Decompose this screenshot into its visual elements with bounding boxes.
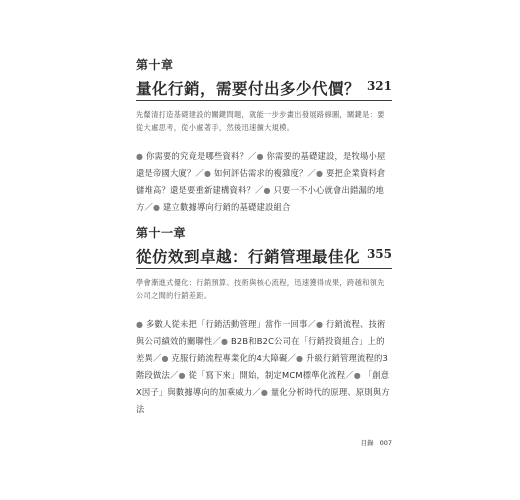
bullet-icon: ● — [353, 371, 361, 380]
topic-item: 要把企業資料倉儲堆高？還是要重新建構資料？ — [136, 168, 386, 195]
chapter-10 — [136, 56, 392, 216]
bullet-icon: ● — [220, 337, 229, 346]
topic-separator: ／ — [254, 185, 264, 195]
bullet-icon: ● — [161, 354, 169, 363]
chapter-title-row — [136, 77, 392, 97]
topic-separator: ／ — [287, 353, 296, 363]
topic-item: 升級行銷管理流程的3階段做法 — [136, 353, 388, 380]
topic-item: 量化分析時代的原理、原則與方法 — [136, 387, 390, 414]
bullet-icon: ● — [256, 152, 264, 161]
topic-item: 從「寫下來」開始，制定MCM標準化流程 — [188, 370, 346, 380]
topic-item: 多數人從未把「行銷活動管理」當作一回事 — [146, 319, 308, 329]
bullet-icon: ● — [203, 169, 212, 178]
chapter-title: 從仿效到卓越：行銷管理最佳化 — [136, 247, 361, 266]
bullet-icon: ● — [178, 371, 186, 380]
bullet-icon: ● — [136, 320, 144, 329]
topic-separator: ／ — [153, 353, 162, 363]
topic-separator: ／ — [212, 336, 221, 346]
bullet-icon: ● — [295, 354, 304, 363]
page-footer — [361, 438, 392, 447]
topic-item: 你需要的究竟是哪些資料？ — [146, 151, 248, 161]
topic-separator: ／ — [307, 319, 316, 329]
topic-separator: ／ — [252, 387, 261, 397]
chapter-title-row — [136, 245, 392, 265]
footer-page-number: 007 — [379, 439, 392, 447]
chapter-intro: 先釐清打造基礎建設的關鍵問題，就能一步步畫出發展路線圖，關鍵是：要從大處思考，從小處著手，然後迅速擴大規模。 — [136, 110, 385, 132]
footer-label: 目錄 — [360, 439, 374, 447]
topic-separator: ／ — [307, 168, 316, 178]
topic-item: 行銷流程、技術與公司績效的關聯性 — [136, 319, 386, 346]
chapter-page-number: 321 — [366, 79, 392, 93]
topic-separator: ／ — [170, 370, 179, 380]
topic-item: 建立數據導向行銷的基礎建設組合 — [163, 202, 291, 212]
bullet-icon: ● — [153, 203, 161, 212]
bullet-icon: ● — [136, 152, 144, 161]
bullet-icon: ● — [315, 320, 324, 329]
chapter-title: 量化行銷，需要付出多少代價？ — [136, 79, 361, 98]
chapter-topics — [136, 316, 392, 418]
chapter-topics — [136, 148, 392, 216]
bullet-icon: ● — [263, 186, 271, 195]
chapter-number: 第十章 — [136, 58, 174, 72]
topic-item: 你需要的基礎建設，是牧場小屋還是帝國大廈？ — [136, 151, 386, 178]
bullet-icon: ● — [315, 169, 324, 178]
topic-item: 如何評估需求的複雜度？ — [214, 168, 308, 178]
topic-item: 「創意X因子」與數據導向的加乘威力 — [136, 370, 390, 397]
chapter-number: 第十一章 — [136, 226, 187, 240]
chapter-11 — [136, 224, 392, 418]
title-rule — [136, 100, 392, 101]
topic-separator: ／ — [345, 370, 354, 380]
topic-item: 只要一不小心就會出錯漏的地方 — [136, 185, 384, 212]
topic-item: 克服行銷流程專業化的4大障礙 — [171, 353, 288, 363]
chapter-intro: 學會漸進式優化：行銷預算、技術與核心流程，迅速獲得成果，跨越和領先公司之間的行銷差距。 — [136, 278, 385, 300]
title-rule — [136, 268, 392, 269]
topic-separator: ／ — [144, 202, 153, 212]
topic-item: B2B和B2C公司在「行銷投資組合」上的差異 — [136, 336, 385, 363]
topic-separator: ／ — [195, 168, 204, 178]
chapter-page-number: 355 — [366, 247, 392, 261]
topic-separator: ／ — [248, 151, 257, 161]
bullet-icon: ● — [260, 388, 269, 397]
